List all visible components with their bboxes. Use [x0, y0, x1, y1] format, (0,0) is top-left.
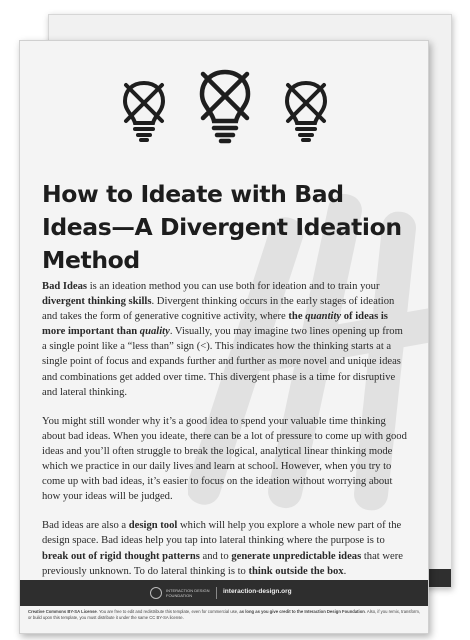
foundation-logo — [150, 585, 210, 601]
footer-divider — [216, 587, 217, 599]
license-text: Creative Commons BY-SA License. You are free to edit and redistribute this template, even for commercial use, as long as you give credit to the Interaction Design Foundation. Also, if you remix, transform, or build upon this template, you must distribute it under the same CC BY-SA license. — [28, 609, 420, 620]
paragraph: Bad ideas are also a design tool which will help you explore a whole new part of the design space. Bad ideas help you tap into lateral thinking where the purpose is to break out of rigid thought patterns and to generate unpredictable ideas that were previously unknown. To do lateral thinking is to think outside the box. — [42, 520, 403, 577]
crossed-lightbulb-icon — [282, 79, 330, 143]
logo-text-line2: FOUNDATION — [166, 593, 193, 598]
paragraph: Bad Ideas is an ideation method you can use both for ideation and to train your divergent thinking skills. Divergent thinking occurs in the early stages of ideation and takes the form of generative cognitive activity, where the quantity of ideas is more important than quality. Visually, you may imagine two lines opening up from a single point like a “less than” sign (<). This indicates how the thinking starts at a single point of focus and expands further and further as more novel and unique ideas and combinations get added over time. This divergent phase is a time for disruptive and lateral thinking. — [42, 281, 403, 398]
footer-url-link[interactable]: interaction-design.org — [223, 588, 292, 595]
template-page — [19, 40, 429, 634]
crossed-lightbulb-icon — [120, 79, 168, 143]
paragraph: You might still wonder why it’s a good idea to spend your valuable time thinking about bad ideas. When you ideate, there can be a lot of pressure to come up with good ideas and you’ll often struggle to break the logical, analytical linear thinking mode which we practice in our daily lives and learn at school. However, when you try to come up with bad ideas, it’s easier to focus on the ideation without worrying about how your ideas will be judged. — [42, 415, 407, 503]
document-title: How to Ideate with Bad Ideas—A Divergent Ideation Method — [42, 180, 402, 274]
document-body — [42, 279, 410, 593]
footer-bar — [20, 580, 428, 606]
logo-circle-icon — [150, 587, 162, 599]
crossed-lightbulb-icon — [196, 67, 254, 145]
lightbulb-icons-row — [20, 67, 428, 145]
logo-text-line1: INTERACTION DESIGN — [166, 588, 210, 593]
